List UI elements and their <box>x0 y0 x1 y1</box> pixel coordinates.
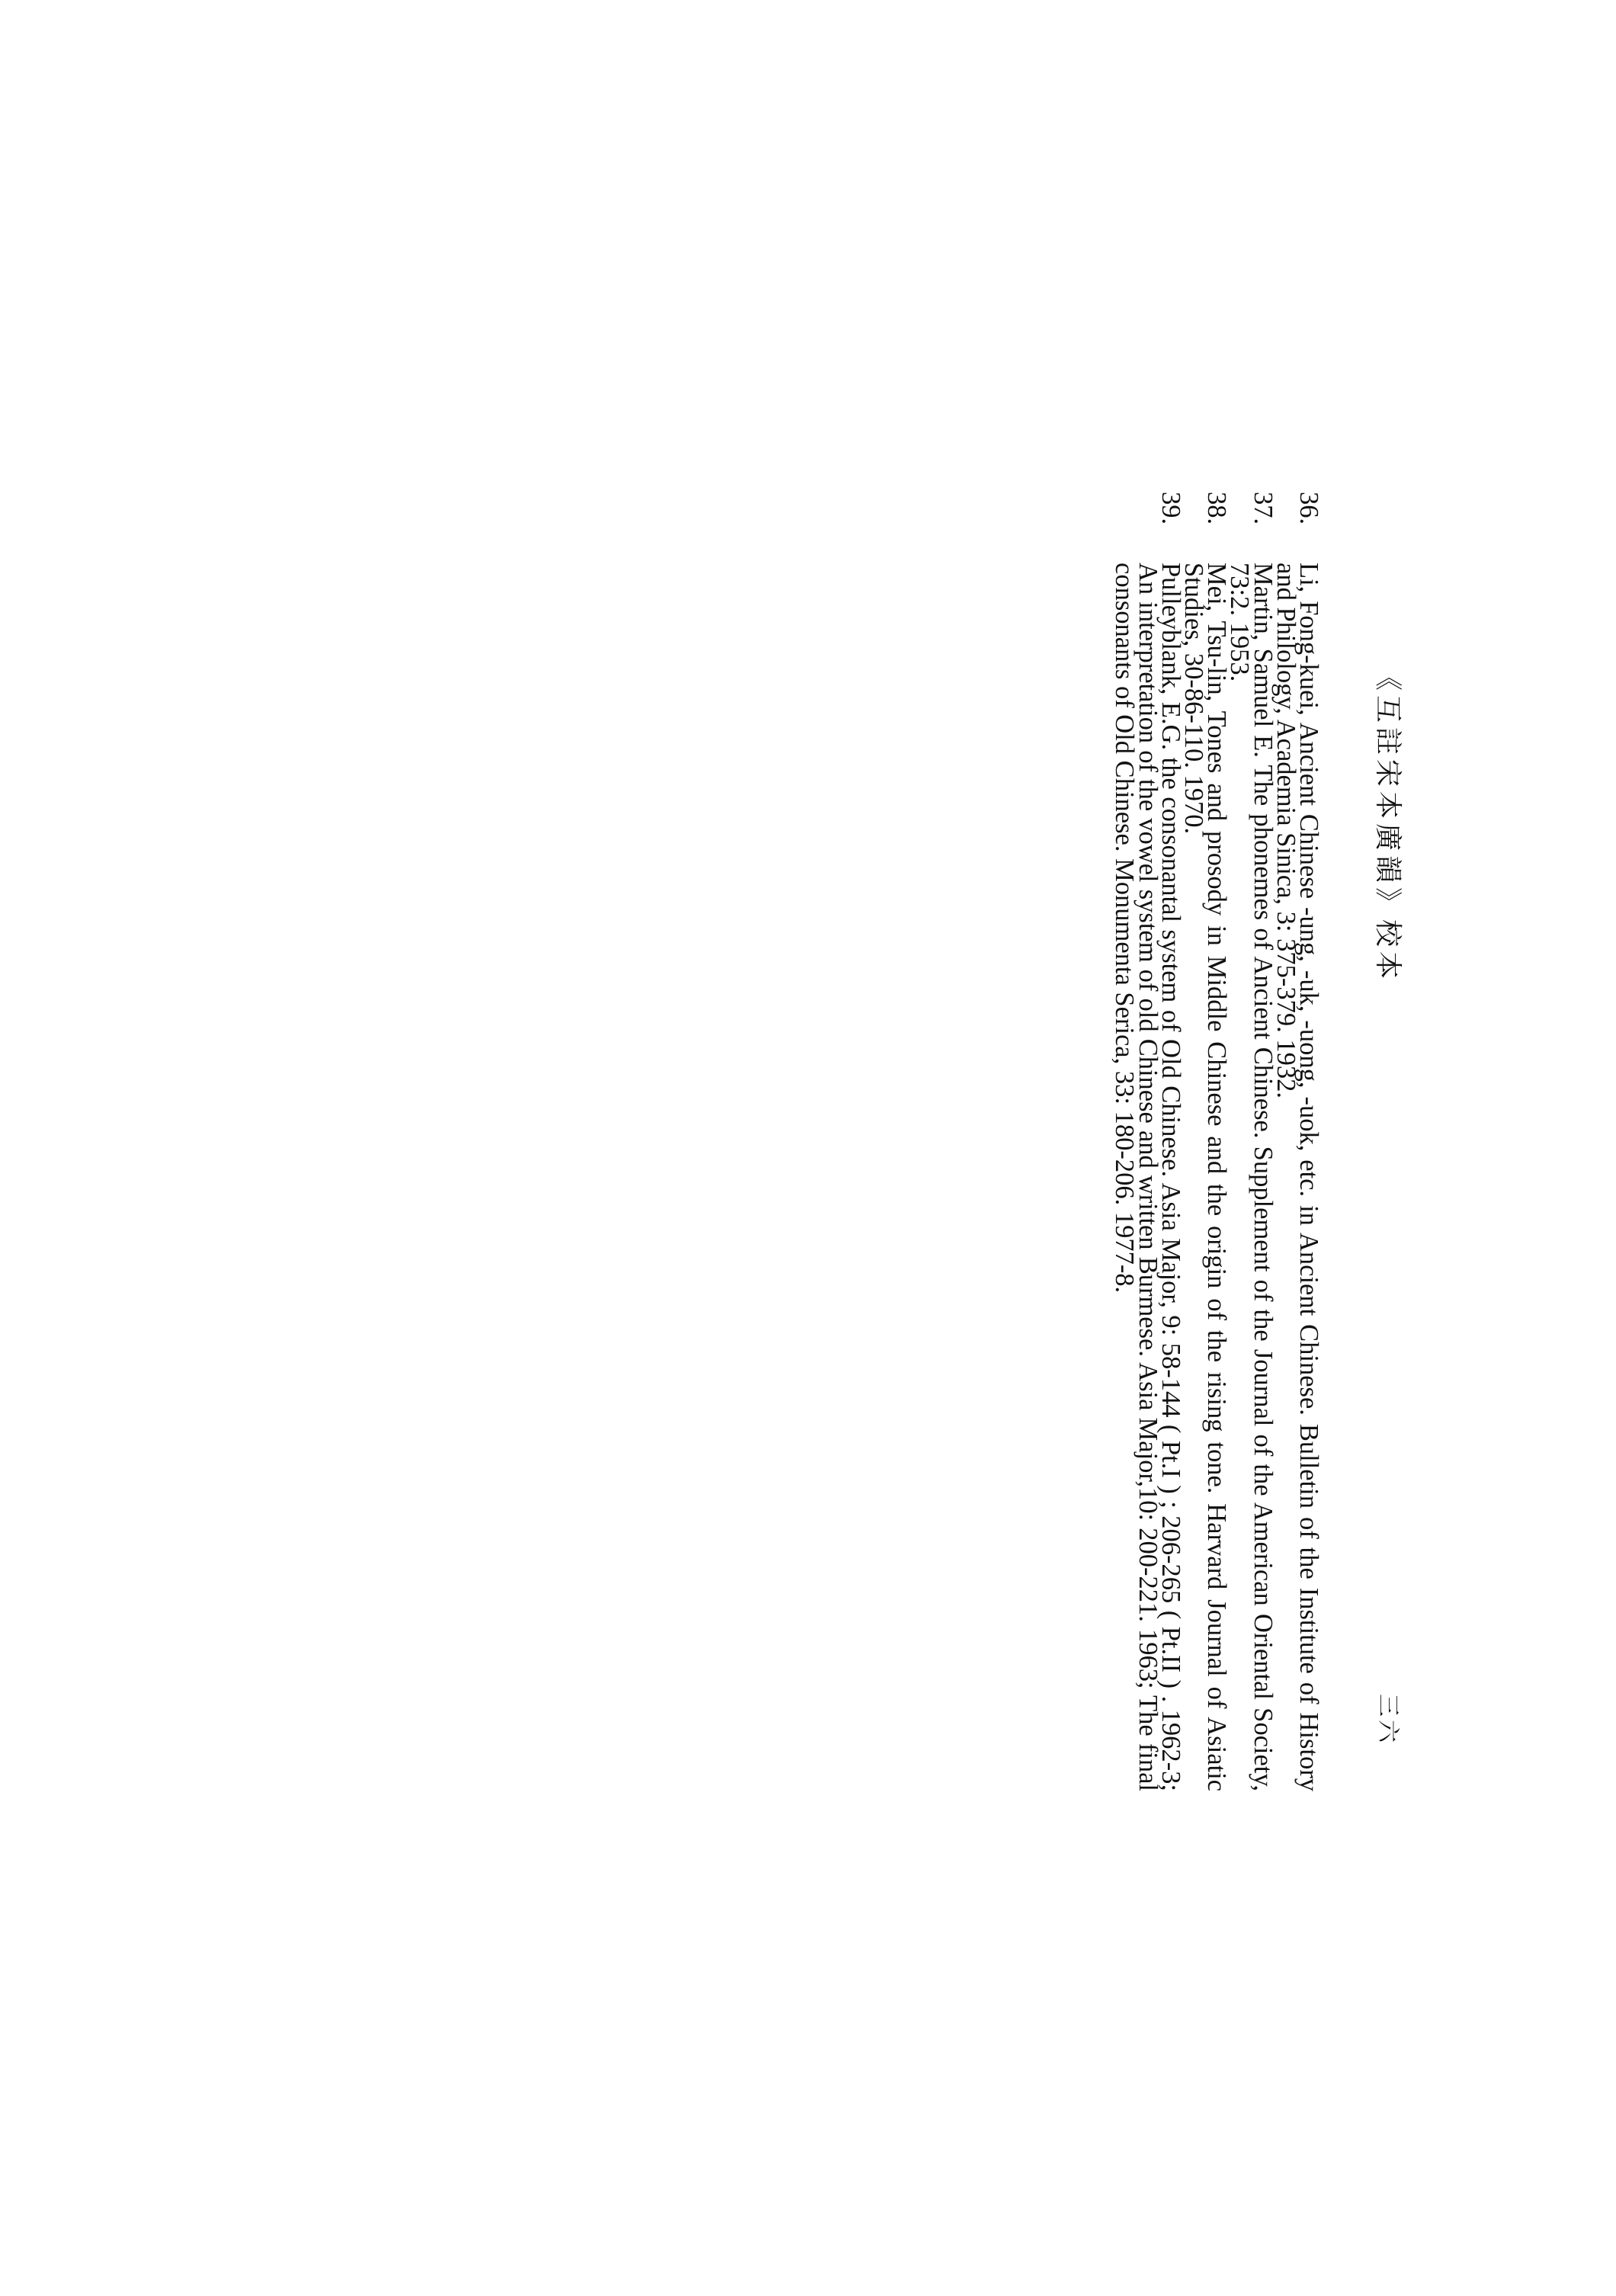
reference-item <box>1225 492 1278 1791</box>
page-number: 三六 <box>1374 1694 1401 1746</box>
reference-number: 36. <box>1294 492 1323 525</box>
reference-text: Pulleyblank, E.G. the consonantal system of Old Chinese. Asia Major, 9: 58-144 ( Pt.I ) ; 206-265 ( Pt.II ) . 1962-3; An interpretation of the vowel system of old Chinese and written Burmese. Asia Major,10: 200-221. 1963; The final consonants of Old Chinese. Monumenta Serica, 33: 180-206. 1977-8. <box>1110 563 1185 1791</box>
rotated-page <box>770 492 1410 1807</box>
reference-text: Li, Fong-kuei, Ancient Chinese -ung, -uk, -uong, -uok, etc. in Ancient Chinese. Bulletin of the Institute of History and Philology, Academia Sinica, 3: 375-379. 1932. <box>1271 563 1323 1791</box>
reference-item <box>1110 492 1185 1791</box>
reference-list <box>1110 492 1323 1791</box>
reference-item <box>1271 492 1323 1791</box>
reference-item <box>1178 492 1232 1791</box>
reference-number: 38. <box>1202 492 1232 525</box>
reference-number: 39. <box>1156 492 1185 525</box>
reference-text: Martin, Samuel E. The phonemes of Ancient Chinese. Supplement of the Journal of the American Oriental Society, 73:2. 1953. <box>1225 563 1278 1791</box>
running-title: 《互註宋本廣韻》校本 <box>1372 663 1403 984</box>
reference-number: 37. <box>1248 492 1278 525</box>
reference-text: Mei, Tsu-lin, Tones and prosody in Middle Chinese and the origin of the rising tone. Harvard Journal of Asiatic Studies, 30-86-110. 1970. <box>1178 563 1232 1791</box>
